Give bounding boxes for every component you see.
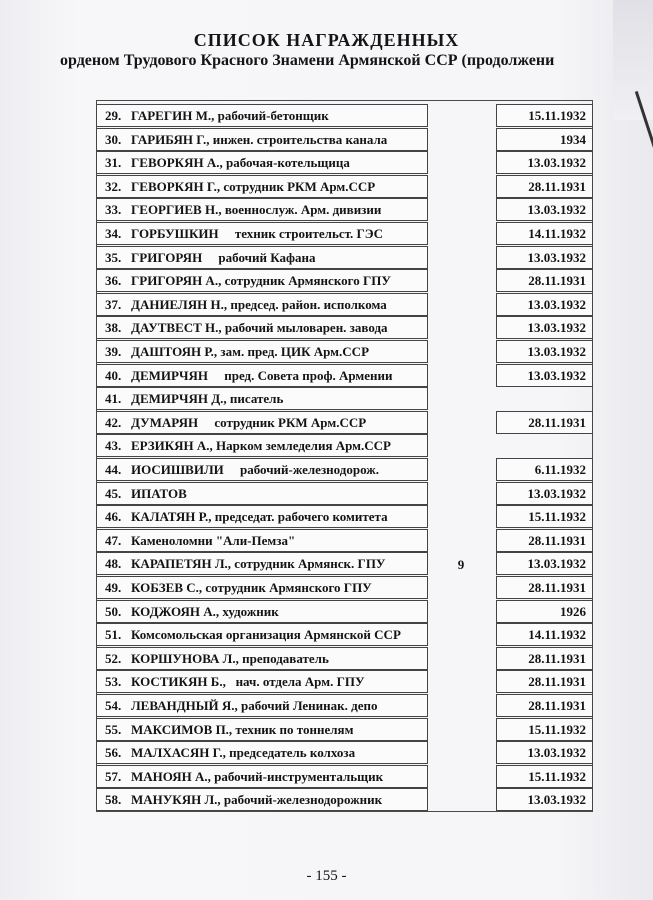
recipient-name: ДАНИЕЛЯН Н., председ. район. исполкома [131, 296, 387, 312]
row-number: 29. [105, 108, 122, 123]
recipient-cell [96, 151, 428, 174]
recipient-cell [96, 529, 428, 552]
recipient-cell [96, 104, 428, 127]
row-number: 37. [105, 296, 122, 312]
table-row [96, 222, 593, 245]
award-date-cell: 15.11.1932 [496, 505, 593, 528]
recipient-name: ДЕМИРЧЯН Д., писатель [131, 391, 284, 407]
table-row [96, 340, 593, 363]
award-date-cell: 13.03.1932 [496, 151, 593, 174]
award-date-cell: 1926 [496, 600, 593, 623]
row-number: 55. [105, 721, 122, 737]
recipient-cell [96, 623, 428, 646]
middle-column-cell [436, 108, 486, 126]
middle-column-cell [436, 674, 486, 692]
recipient-name: ДУМАРЯН сотрудник РКМ Арм.ССР [131, 414, 367, 430]
recipient-name: ЛЕВАНДНЫЙ Я., рабочий Ленинак. депо [131, 698, 378, 713]
row-number: 56. [105, 745, 122, 761]
row-number: 46. [105, 509, 122, 525]
middle-column-cell [436, 344, 486, 362]
recipient-name: ДАШТОЯН Р., зам. пред. ЦИК Арм.ССР [131, 344, 370, 359]
award-date-cell: 15.11.1932 [496, 104, 593, 127]
table-row [96, 647, 593, 670]
recipient-name: ДЕМИРЧЯН пред. Совета проф. Армении [131, 367, 393, 383]
award-date-cell: 13.03.1932 [496, 293, 593, 316]
recipient-cell [96, 293, 428, 316]
table-row [96, 364, 593, 387]
table-row [96, 505, 593, 528]
table-row [96, 104, 593, 127]
table-row [96, 246, 593, 269]
middle-column-cell [436, 202, 486, 220]
table-row [96, 316, 593, 339]
row-number: 49. [105, 580, 122, 595]
middle-column-cell [436, 438, 486, 456]
award-date-cell: 6.11.1932 [496, 458, 593, 481]
recipient-name: ГЕВОРКЯН Г., сотрудник РКМ Арм.ССР [131, 178, 376, 194]
recipient-cell [96, 340, 428, 363]
middle-column-cell [436, 745, 486, 763]
middle-column-cell [436, 273, 486, 291]
recipient-cell [96, 482, 428, 505]
award-date-cell: 28.11.1931 [496, 175, 593, 198]
award-date-cell: 14.11.1932 [496, 222, 593, 245]
middle-column-cell [436, 179, 486, 197]
recipient-name: КАЛАТЯН Р., председат. рабочего комитета [131, 509, 388, 525]
recipient-cell [96, 434, 428, 457]
award-date-cell: 13.03.1932 [496, 741, 593, 764]
row-number: 39. [105, 344, 122, 359]
recipient-cell [96, 765, 428, 788]
recipient-name: КАРАПЕТЯН Л., сотрудник Армянск. ГПУ [131, 556, 386, 572]
recipient-cell [96, 411, 428, 434]
row-number: 41. [105, 391, 122, 407]
row-number: 35. [105, 249, 122, 265]
award-date-cell: 15.11.1932 [496, 765, 593, 788]
award-date-cell: 28.11.1931 [496, 694, 593, 717]
table-row [96, 623, 593, 646]
award-date-cell: 28.11.1931 [496, 269, 593, 292]
table-row [96, 765, 593, 788]
table-row [96, 128, 593, 151]
recipient-name: ГОРБУШКИН техник строительст. ГЭС [131, 226, 383, 241]
table-row [96, 694, 593, 717]
table-row [96, 411, 593, 434]
middle-column-cell [436, 155, 486, 173]
recipient-name: ГЕВОРКЯН А., рабочая-котельщица [131, 155, 350, 171]
page-subtitle: орденом Трудового Красного Знамени Армянской ССР (продолжени [60, 52, 555, 69]
recipient-cell [96, 670, 428, 693]
row-number: 38. [105, 320, 122, 336]
row-number: 52. [105, 650, 122, 666]
award-date-cell: 13.03.1932 [496, 552, 593, 575]
recipient-name: Каменоломни "Али-Пемза" [131, 532, 296, 548]
recipient-name: МАКСИМОВ П., техник по тоннелям [131, 721, 354, 737]
recipient-cell [96, 175, 428, 198]
middle-column-cell [436, 792, 486, 810]
row-number: 47. [105, 532, 122, 548]
recipient-name: ИОСИШВИЛИ рабочий-железнодорож. [131, 462, 379, 477]
row-number: 30. [105, 131, 122, 147]
recipient-cell [96, 246, 428, 269]
table-row [96, 741, 593, 764]
recipient-name: ГЕОРГИЕВ Н., военнослуж. Арм. дивизии [131, 202, 382, 218]
table-row [96, 788, 593, 811]
middle-column-cell [436, 368, 486, 386]
award-date-cell [496, 387, 593, 410]
award-date-cell: 1934 [496, 128, 593, 151]
award-date-cell: 13.03.1932 [496, 316, 593, 339]
table-row [96, 269, 593, 292]
middle-column-cell [436, 132, 486, 150]
row-number: 40. [105, 367, 122, 383]
recipient-name: КОСТИКЯН Б., нач. отдела Арм. ГПУ [131, 674, 365, 690]
award-date-cell: 15.11.1932 [496, 718, 593, 741]
table-row [96, 529, 593, 552]
table-row [96, 576, 593, 599]
row-number: 50. [105, 603, 122, 619]
recipient-name: МАНУКЯН Л., рабочий-железнодорожник [131, 792, 383, 808]
table-row [96, 600, 593, 623]
middle-column-cell [436, 698, 486, 716]
award-date-cell: 13.03.1932 [496, 482, 593, 505]
recipient-name: ГАРЕГИН М., рабочий-бетонщик [131, 108, 329, 123]
recipient-name: МАНОЯН А., рабочий-инструментальщик [131, 768, 384, 784]
table-row [96, 670, 593, 693]
recipient-cell [96, 364, 428, 387]
row-number: 34. [105, 226, 122, 241]
row-number: 44. [105, 462, 122, 477]
award-date-cell: 13.03.1932 [496, 364, 593, 387]
middle-column-cell [436, 769, 486, 787]
recipient-name: МАЛХАСЯН Г., председатель колхоза [131, 745, 356, 761]
table-row [96, 458, 593, 481]
recipient-cell [96, 458, 428, 481]
recipient-cell [96, 694, 428, 717]
award-date-cell: 28.11.1931 [496, 647, 593, 670]
middle-column-cell [436, 533, 486, 551]
award-date-cell: 13.03.1932 [496, 198, 593, 221]
recipient-name: КОРШУНОВА Л., преподаватель [131, 650, 329, 666]
recipient-name: ЕРЗИКЯН А., Нарком земледелия Арм.ССР [131, 438, 391, 454]
award-date-cell: 14.11.1932 [496, 623, 593, 646]
middle-column-cell [436, 297, 486, 315]
table-row [96, 482, 593, 505]
award-date-cell: 28.11.1931 [496, 576, 593, 599]
row-number: 51. [105, 627, 122, 643]
recipient-cell [96, 198, 428, 221]
row-number: 32. [105, 178, 122, 194]
award-date-cell: 13.03.1932 [496, 788, 593, 811]
recipient-name: ДАУТВЕСТ Н., рабочий мыловарен. завода [131, 320, 388, 336]
row-number: 48. [105, 556, 122, 572]
recipient-cell [96, 505, 428, 528]
middle-column-cell [436, 604, 486, 622]
recipient-cell [96, 269, 428, 292]
award-date-cell [496, 434, 593, 457]
recipient-cell [96, 222, 428, 245]
recipient-name: КОБЗЕВ С., сотрудник Армянского ГПУ [131, 580, 372, 595]
table-row [96, 387, 593, 410]
middle-column-cell [436, 509, 486, 527]
recipient-cell [96, 718, 428, 741]
middle-column-cell [436, 320, 486, 338]
middle-column-cell [436, 651, 486, 669]
middle-column-cell [436, 391, 486, 409]
row-number: 43. [105, 438, 122, 454]
recipient-cell [96, 788, 428, 811]
middle-column-cell [436, 580, 486, 598]
recipient-cell [96, 576, 428, 599]
recipient-name: Комсомольская организация Армянской ССР [131, 627, 401, 643]
middle-column-cell [436, 627, 486, 645]
row-number: 33. [105, 202, 122, 218]
recipient-cell [96, 741, 428, 764]
award-date-cell: 28.11.1931 [496, 670, 593, 693]
middle-column-cell [436, 722, 486, 740]
table-row [96, 293, 593, 316]
row-number: 31. [105, 155, 122, 171]
middle-column-cell [436, 415, 486, 433]
row-number: 53. [105, 674, 122, 690]
recipient-name: КОДЖОЯН А., художник [131, 603, 279, 619]
table-row [96, 718, 593, 741]
table-row [96, 198, 593, 221]
page-title: СПИСОК НАГРАЖДЕННЫХ [193, 30, 460, 50]
middle-column-cell: 9 [457, 557, 465, 573]
award-date-cell: 28.11.1931 [496, 411, 593, 434]
award-date-cell: 28.11.1931 [496, 529, 593, 552]
recipient-name: ГРИГОРЯН А., сотрудник Армянского ГПУ [131, 273, 391, 289]
middle-column-cell [436, 250, 486, 268]
row-number: 58. [105, 792, 122, 808]
row-number: 42. [105, 414, 122, 430]
recipient-cell [96, 316, 428, 339]
table-row [96, 175, 593, 198]
page-number: - 155 - [306, 868, 347, 884]
recipient-cell [96, 128, 428, 151]
table-row [96, 552, 593, 575]
table-row [96, 434, 593, 457]
recipient-name: ИПАТОВ [131, 485, 187, 501]
recipient-cell [96, 387, 428, 410]
row-number: 57. [105, 768, 122, 784]
table-row [96, 151, 593, 174]
recipient-cell [96, 552, 428, 575]
row-number: 54. [105, 698, 122, 713]
middle-column-cell [436, 486, 486, 504]
award-date-cell: 13.03.1932 [496, 340, 593, 363]
middle-column-cell [436, 226, 486, 244]
recipient-name: ГРИГОРЯН рабочий Кафана [131, 249, 316, 265]
recipient-name: ГАРИБЯН Г., инжен. строительства канала [131, 131, 388, 147]
row-number: 45. [105, 485, 122, 501]
award-date-cell: 13.03.1932 [496, 246, 593, 269]
row-number: 36. [105, 273, 122, 289]
recipient-cell [96, 600, 428, 623]
recipient-cell [96, 647, 428, 670]
middle-column-cell [436, 462, 486, 480]
